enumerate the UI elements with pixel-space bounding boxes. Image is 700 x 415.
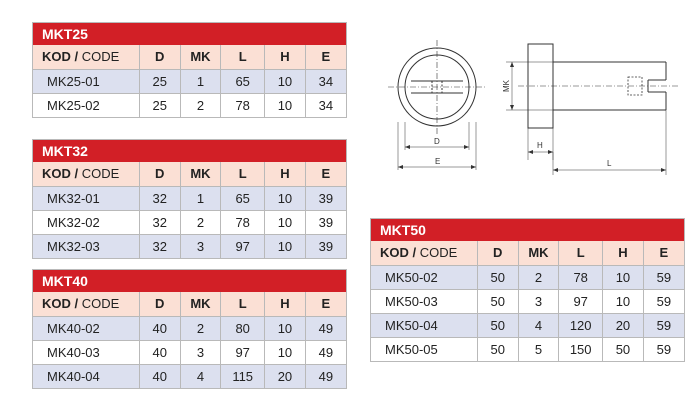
cell-l: 78 — [221, 93, 265, 117]
table-row — [33, 69, 346, 93]
header-slash: / — [70, 49, 82, 65]
table-mkt32 — [32, 139, 347, 259]
cell-code: MK50-03 — [371, 289, 477, 313]
cell-d: 25 — [139, 69, 180, 93]
cell-h: 10 — [265, 210, 306, 234]
table-row — [371, 289, 684, 313]
cell-code: MK50-04 — [371, 313, 477, 337]
cell-d: 32 — [139, 186, 180, 210]
header-code-label: CODE — [419, 245, 458, 261]
header-d: D — [139, 292, 180, 316]
header-slash: / — [70, 166, 82, 182]
table-row — [33, 316, 346, 340]
cell-l: 120 — [559, 313, 603, 337]
cell-l: 115 — [221, 364, 265, 388]
cell-code: MK32-02 — [33, 210, 139, 234]
header-code — [371, 241, 477, 265]
header-l: L — [221, 162, 265, 186]
side-dimension-arrows — [510, 62, 666, 172]
cell-l: 78 — [221, 210, 265, 234]
cell-mk: 1 — [180, 69, 221, 93]
cell-e: 59 — [643, 337, 684, 361]
cell-mk: 2 — [518, 265, 559, 289]
cell-l: 97 — [221, 340, 265, 364]
cell-code: MK50-05 — [371, 337, 477, 361]
header-code — [33, 162, 139, 186]
header-l: L — [559, 241, 603, 265]
table-row — [33, 186, 346, 210]
table-title: MKT50 — [371, 219, 684, 241]
cell-e: 34 — [305, 93, 346, 117]
cell-mk: 3 — [180, 234, 221, 258]
header-mk: MK — [518, 241, 559, 265]
cell-code: MK25-02 — [33, 93, 139, 117]
cell-code: MK40-04 — [33, 364, 139, 388]
table-title: MKT25 — [33, 23, 346, 45]
header-code-label: CODE — [81, 49, 120, 65]
header-h: H — [265, 45, 306, 69]
cell-h: 20 — [265, 364, 306, 388]
header-d: D — [139, 162, 180, 186]
drawing-label-mk: MK — [502, 80, 511, 92]
header-row — [33, 292, 346, 316]
cell-code: MK40-03 — [33, 340, 139, 364]
drawing-label-e: E — [435, 157, 441, 166]
table-title: MKT32 — [33, 140, 346, 162]
cell-mk: 4 — [180, 364, 221, 388]
header-mk: MK — [180, 292, 221, 316]
header-e: E — [305, 292, 346, 316]
side-view — [506, 44, 678, 175]
header-l: L — [221, 45, 265, 69]
header-l: L — [221, 292, 265, 316]
cell-code: MK32-03 — [33, 234, 139, 258]
cell-l: 80 — [221, 316, 265, 340]
cell-mk: 4 — [518, 313, 559, 337]
cell-mk: 3 — [518, 289, 559, 313]
header-e: E — [305, 45, 346, 69]
header-d: D — [139, 45, 180, 69]
header-kod-label: KOD — [42, 49, 71, 65]
cell-code: MK50-02 — [371, 265, 477, 289]
cell-h: 20 — [603, 313, 644, 337]
cell-e: 49 — [305, 316, 346, 340]
cell-code: MK25-01 — [33, 69, 139, 93]
cell-l: 97 — [221, 234, 265, 258]
table-row — [33, 210, 346, 234]
cell-mk: 2 — [180, 316, 221, 340]
header-row — [371, 241, 684, 265]
cell-code: MK32-01 — [33, 186, 139, 210]
header-kod-label: KOD — [380, 245, 409, 261]
cell-d: 32 — [139, 234, 180, 258]
cell-e: 39 — [305, 210, 346, 234]
cell-h: 10 — [265, 316, 306, 340]
table-row — [371, 337, 684, 361]
cell-h: 10 — [603, 289, 644, 313]
cell-d: 40 — [139, 364, 180, 388]
table-row — [33, 93, 346, 117]
table-row — [33, 364, 346, 388]
header-row — [33, 45, 346, 69]
header-slash: / — [408, 245, 420, 261]
cell-h: 10 — [603, 265, 644, 289]
header-code — [33, 45, 139, 69]
cell-h: 10 — [265, 69, 306, 93]
cell-h: 10 — [265, 93, 306, 117]
cell-d: 50 — [477, 289, 518, 313]
table-row — [371, 313, 684, 337]
header-h: H — [265, 162, 306, 186]
cell-d: 50 — [477, 265, 518, 289]
cell-e: 49 — [305, 340, 346, 364]
cell-e: 59 — [643, 313, 684, 337]
cell-mk: 5 — [518, 337, 559, 361]
table-mkt25 — [32, 22, 347, 118]
table-row — [371, 265, 684, 289]
cell-d: 40 — [139, 340, 180, 364]
header-mk: MK — [180, 162, 221, 186]
cell-l: 65 — [221, 69, 265, 93]
header-code-label: CODE — [81, 296, 120, 312]
spec-table — [33, 292, 346, 388]
cell-e: 34 — [305, 69, 346, 93]
cell-d: 50 — [477, 313, 518, 337]
drawing-label-l: L — [607, 159, 612, 168]
cell-mk: 1 — [180, 186, 221, 210]
header-kod-label: KOD — [42, 166, 71, 182]
cell-h: 10 — [265, 186, 306, 210]
header-slash: / — [70, 296, 82, 312]
cell-h: 10 — [265, 340, 306, 364]
spec-table — [371, 241, 684, 361]
header-h: H — [265, 292, 306, 316]
header-code-label: CODE — [81, 166, 120, 182]
cell-d: 32 — [139, 210, 180, 234]
cell-code: MK40-02 — [33, 316, 139, 340]
cell-e: 59 — [643, 265, 684, 289]
cell-d: 25 — [139, 93, 180, 117]
header-kod-label: KOD — [42, 296, 71, 312]
cell-l: 97 — [559, 289, 603, 313]
cell-e: 49 — [305, 364, 346, 388]
cell-mk: 2 — [180, 210, 221, 234]
header-row — [33, 162, 346, 186]
header-mk: MK — [180, 45, 221, 69]
cell-e: 59 — [643, 289, 684, 313]
cell-mk: 2 — [180, 93, 221, 117]
table-title: MKT40 — [33, 270, 346, 292]
front-view — [388, 40, 486, 170]
cell-l: 65 — [221, 186, 265, 210]
header-e: E — [643, 241, 684, 265]
header-code — [33, 292, 139, 316]
cell-l: 78 — [559, 265, 603, 289]
table-mkt50 — [370, 218, 685, 362]
spec-table — [33, 162, 346, 258]
table-row — [33, 340, 346, 364]
cell-e: 39 — [305, 234, 346, 258]
cell-h: 10 — [265, 234, 306, 258]
drawing-label-d: D — [434, 137, 440, 146]
header-h: H — [603, 241, 644, 265]
cell-e: 39 — [305, 186, 346, 210]
cell-d: 40 — [139, 316, 180, 340]
cell-l: 150 — [559, 337, 603, 361]
spec-table — [33, 45, 346, 117]
table-mkt40 — [32, 269, 347, 389]
cell-d: 50 — [477, 337, 518, 361]
cell-mk: 3 — [180, 340, 221, 364]
header-e: E — [305, 162, 346, 186]
drawing-label-h: H — [537, 141, 543, 150]
technical-drawing — [388, 32, 688, 182]
header-d: D — [477, 241, 518, 265]
table-row — [33, 234, 346, 258]
cell-h: 50 — [603, 337, 644, 361]
